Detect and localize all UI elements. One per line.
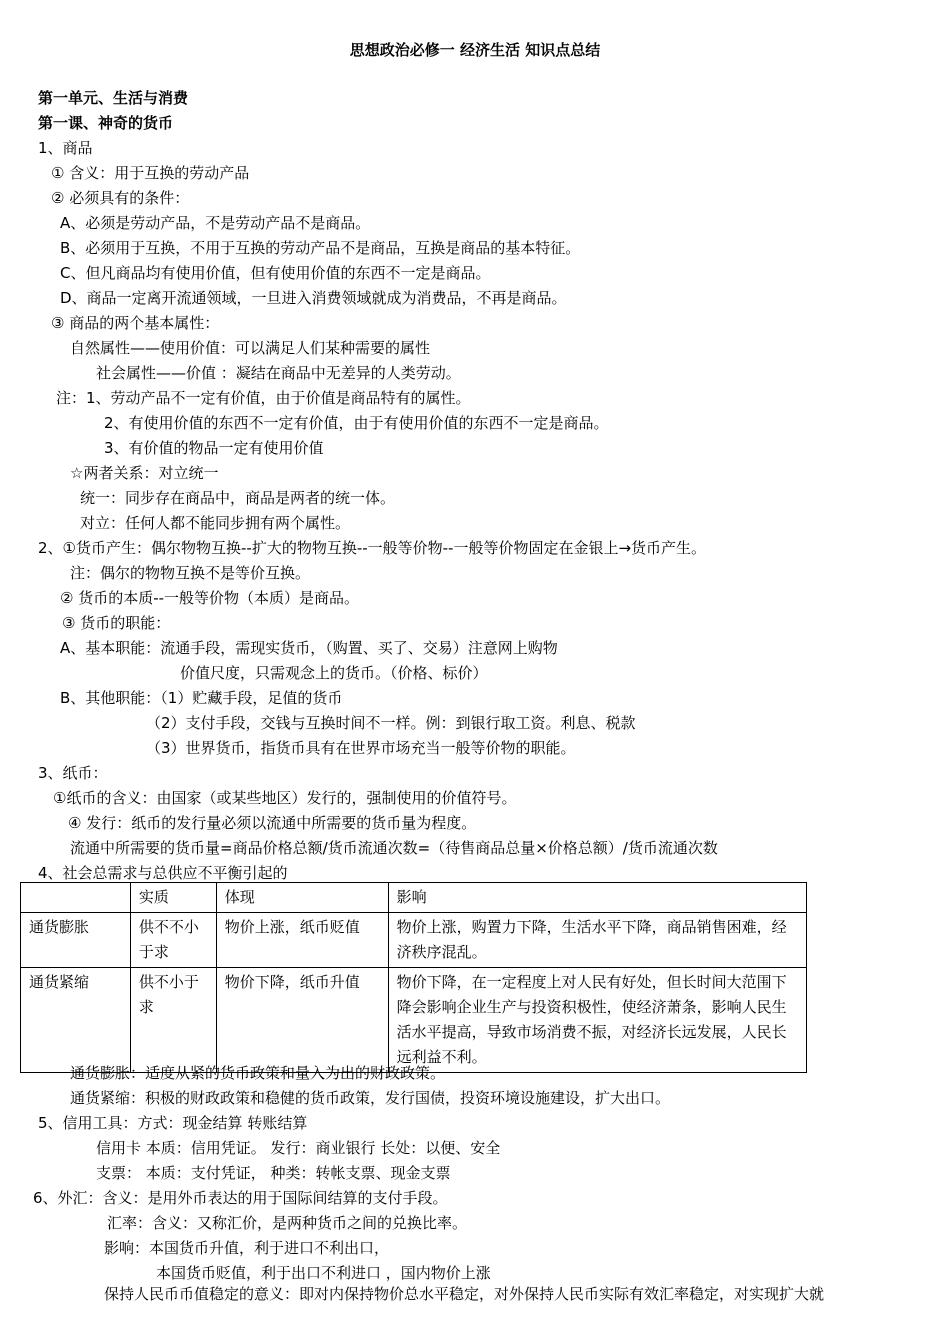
text-line: ④ 发行：纸币的发行量必须以流通中所需要的货币量为程度。 [68, 814, 477, 832]
text-line: 自然属性——使用价值：可以满足人们某种需要的属性 [70, 339, 431, 357]
text-line: 通货膨胀：适度从紧的货币政策和量入为出的财政政策。 [70, 1064, 446, 1082]
text-line: 注：偶尔的物物互换不是等价互换。 [70, 564, 311, 582]
text-line: 支票： 本质：支付凭证， 种类：转帐支票、现金支票 [96, 1164, 451, 1182]
table-row [21, 968, 807, 1073]
text-line: 4、社会总需求与总供应不平衡引起的 [38, 864, 288, 882]
table-header-row [21, 883, 807, 913]
text-line: B、必须用于互换，不用于互换的劳动产品不是商品，互换是商品的基本特征。 [60, 239, 581, 257]
table-cell: 物价上涨，购置力下降，生活水平下降，商品销售困难，经济秩序混乱。 [388, 913, 806, 968]
text-line: 统一：同步存在商品中，商品是两者的统一体。 [80, 489, 396, 507]
text-line: B、其他职能：（1）贮藏手段，足值的货币 [60, 689, 343, 707]
text-line: 3、纸币： [38, 764, 108, 782]
text-line: 保持人民币币值稳定的意义：即对内保持物价总水平稳定，对外保持人民币实际有效汇率稳定，对实现扩大就 [104, 1285, 825, 1303]
text-line: A、必须是劳动产品，不是劳动产品不是商品。 [60, 214, 371, 232]
text-line: 3、有价值的物品一定有使用价值 [104, 439, 324, 457]
text-line: （3）世界货币，指货币具有在世界市场充当一般等价物的职能。 [146, 739, 576, 757]
text-line: 社会属性——价值 ：凝结在商品中无差异的人类劳动。 [96, 364, 461, 382]
text-line: D、商品一定离开流通领域，一旦进入消费领域就成为消费品，不再是商品。 [60, 289, 567, 307]
table-row [21, 913, 807, 968]
text-line: 第一课、神奇的货币 [38, 114, 174, 132]
text-line: 流通中所需要的货币量=商品价格总额/货币流通次数=（待售商品总量×价格总额）/货币流通次数 [70, 839, 718, 857]
table-cell: 物价下降，在一定程度上对人民有好处，但长时间大范围下降会影响企业生产与投资积极性，使经济萧条，影响人民生活水平提高，导致市场消费不振，对经济长远发展，人民长远利益不利。 [388, 968, 806, 1073]
table-cell: 供不小于求 [130, 968, 216, 1073]
table-cell: 通货膨胀 [21, 913, 131, 968]
text-line: 通货紧缩：积极的财政政策和稳健的货币政策，发行国债，投资环境设施建设，扩大出口。 [70, 1089, 671, 1107]
text-line: 对立：任何人都不能同步拥有两个属性。 [80, 514, 351, 532]
text-line: 2、①货币产生：偶尔物物互换--扩大的物物互换--一般等价物--一般等价物固定在金银上→货币产生。 [38, 539, 707, 557]
text-line: 汇率：含义：又称汇价，是两种货币之间的兑换比率。 [107, 1214, 468, 1232]
page-title: 思想政治必修一 经济生活 知识点总结 [349, 41, 601, 59]
text-line: （2）支付手段，交钱与互换时间不一样。例：到银行取工资。利息、税款 [146, 714, 636, 732]
table-header-cell: 影响 [388, 883, 806, 913]
text-line: ③ 货币的职能： [62, 614, 171, 632]
text-line: 第一单元、生活与消费 [38, 89, 189, 107]
text-line: ①纸币的含义：由国家（或某些地区）发行的，强制使用的价值符号。 [53, 789, 517, 807]
table-cell: 通货紧缩 [21, 968, 131, 1073]
text-line: 价值尺度，只需观念上的货币。（价格、标价） [180, 664, 488, 682]
text-line: 信用卡 本质：信用凭证。 发行：商业银行 长处：以便、安全 [96, 1139, 501, 1157]
text-line: 5、信用工具：方式：现金结算 转账结算 [38, 1114, 308, 1132]
table-header-cell: 实质 [130, 883, 216, 913]
text-line: A、基本职能：流通手段，需现实货币，（购置、买了、交易）注意网上购物 [60, 639, 558, 657]
text-line: ② 必须具有的条件： [51, 189, 190, 207]
text-line: 影响：本国货币升值，利于进口不利出口， [104, 1239, 390, 1257]
text-line: 本国货币贬值，利于出口不利进口 ，国内物价上涨 [156, 1264, 491, 1282]
table-cell: 物价下降，纸币升值 [216, 968, 388, 1073]
text-line: ① 含义：用于互换的劳动产品 [51, 164, 250, 182]
text-line: 6、外汇：含义：是用外币表达的用于国际间结算的支付手段。 [33, 1189, 448, 1207]
table-cell: 供不不小于求 [130, 913, 216, 968]
text-line: ② 货币的本质--一般等价物（本质）是商品。 [60, 589, 360, 607]
text-line: 注：1、劳动产品不一定有价值，由于价值是商品特有的属性。 [56, 389, 471, 407]
table-header-cell: 体现 [216, 883, 388, 913]
text-line: 1、商品 [38, 139, 93, 157]
table-cell: 物价上涨，纸币贬值 [216, 913, 388, 968]
text-line: C、但凡商品均有使用价值，但有使用价值的东西不一定是商品。 [60, 264, 491, 282]
text-line: ③ 商品的两个基本属性： [51, 314, 220, 332]
inflation-deflation-table [20, 882, 807, 1073]
table-header-cell [21, 883, 131, 913]
text-line: ☆两者关系：对立统一 [70, 464, 219, 482]
text-line: 2、有使用价值的东西不一定有价值，由于有使用价值的东西不一定是商品。 [104, 414, 609, 432]
